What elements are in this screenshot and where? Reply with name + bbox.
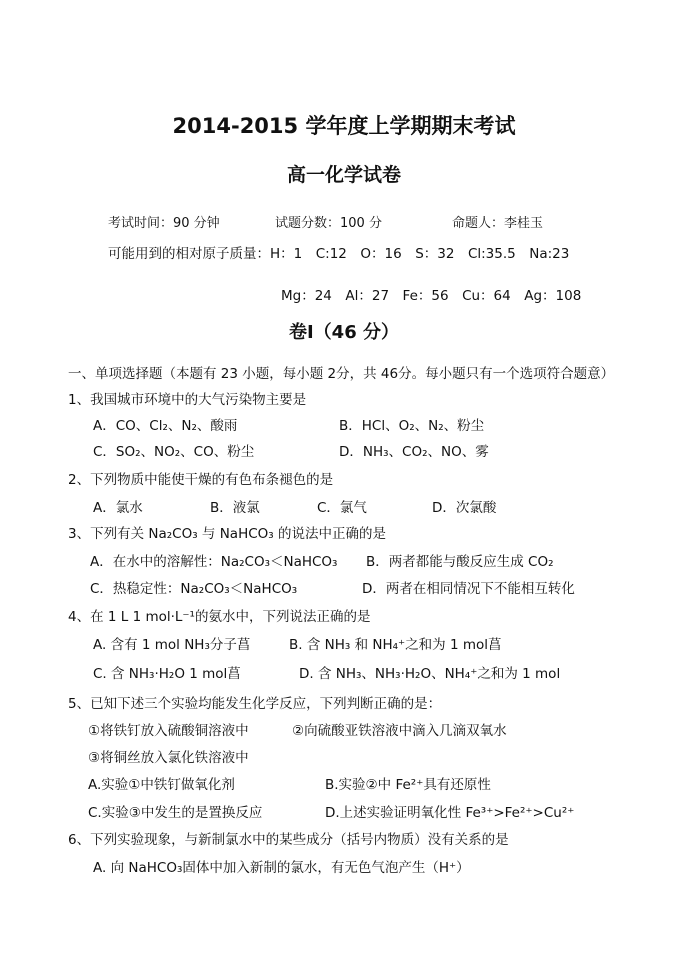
q5-option-b: B.实验②中 Fe²⁺具有还原性 <box>325 777 491 793</box>
q5-experiment-2: ②向硫酸亚铁溶液中滴入几滴双氧水 <box>292 723 507 739</box>
q2-option-b: B．液氯 <box>210 500 260 516</box>
q4-option-c: C. 含 NH₃·H₂O 1 mol菖 <box>93 666 241 682</box>
exam-author: 命题人：李桂玉 <box>452 216 544 231</box>
q3-option-a: A．在水中的溶解性：Na₂CO₃＜NaHCO₃ <box>90 554 338 570</box>
q2-option-d: D．次氯酸 <box>432 500 497 516</box>
q2-option-c: C．氯气 <box>317 500 367 516</box>
q5-experiment-1: ①将铁钉放入硫酸铜溶液中 <box>88 723 249 739</box>
q1-stem: 1、我国城市环境中的大气污染物主要是 <box>68 392 307 408</box>
q1-option-d: D．NH₃、CO₂、NO、雾 <box>339 444 489 460</box>
volume-heading: 卷Ⅰ（46 分） <box>288 322 399 343</box>
q3-option-b: B．两者都能与酸反应生成 CO₂ <box>366 554 554 570</box>
exam-time: 考试时间：90 分钟 <box>108 216 220 231</box>
exam-subtitle: 高一化学试卷 <box>286 164 401 186</box>
exam-score: 试题分数：100 分 <box>275 216 382 231</box>
q5-experiment-3: ③将铜丝放入氯化铁溶液中 <box>88 750 249 766</box>
q5-option-c: C.实验③中发生的是置换反应 <box>88 805 263 821</box>
exam-title: 2014-2015 学年度上学期期末考试 <box>172 114 516 138</box>
q1-option-c: C．SO₂、NO₂、CO、粉尘 <box>93 444 255 460</box>
q1-option-a: A．CO、Cl₂、N₂、酸雨 <box>93 418 238 434</box>
q5-option-d: D.上述实验证明氧化性 Fe³⁺>Fe²⁺>Cu²⁺ <box>325 805 575 821</box>
q2-stem: 2、下列物质中能使干燥的有色布条褪色的是 <box>68 472 334 488</box>
q3-stem: 3、下列有关 Na₂CO₃ 与 NaHCO₃ 的说法中正确的是 <box>68 526 386 542</box>
q3-option-c: C．热稳定性：Na₂CO₃＜NaHCO₃ <box>90 581 298 597</box>
atomic-mass-line-2: Mg：24 Al：27 Fe：56 Cu：64 Ag：108 <box>281 288 582 304</box>
q5-option-a: A.实验①中铁钉做氧化剂 <box>88 777 235 793</box>
q4-option-b: B. 含 NH₃ 和 NH₄⁺之和为 1 mol菖 <box>289 637 502 653</box>
q3-option-d: D．两者在相同情况下不能相互转化 <box>362 581 575 597</box>
q5-stem: 5、已知下述三个实验均能发生化学反应，下列判断正确的是： <box>68 696 442 712</box>
q4-option-d: D. 含 NH₃、NH₃·H₂O、NH₄⁺之和为 1 mol <box>299 666 561 682</box>
q4-option-a: A. 含有 1 mol NH₃分子菖 <box>93 637 251 653</box>
section-heading: 一、单项选择题（本题有 23 小题，每小题 2分，共 46分。每小题只有一个选项符合题意） <box>68 366 615 382</box>
q1-option-b: B．HCl、O₂、N₂、粉尘 <box>339 418 485 434</box>
q2-option-a: A．氯水 <box>93 500 143 516</box>
atomic-mass-line-1: 可能用到的相对原子质量：H：1 C:12 O：16 S：32 Cl:35.5 Na:23 <box>108 246 570 262</box>
q6-stem: 6、下列实验现象，与新制氯水中的某些成分（括号内物质）没有关系的是 <box>68 832 509 848</box>
q6-option-a: A. 向 NaHCO₃固体中加入新制的氯水，有无色气泡产生（H⁺） <box>93 860 470 876</box>
q4-stem: 4、在 1 L 1 mol·L⁻¹的氨水中，下列说法正确的是 <box>68 609 371 625</box>
